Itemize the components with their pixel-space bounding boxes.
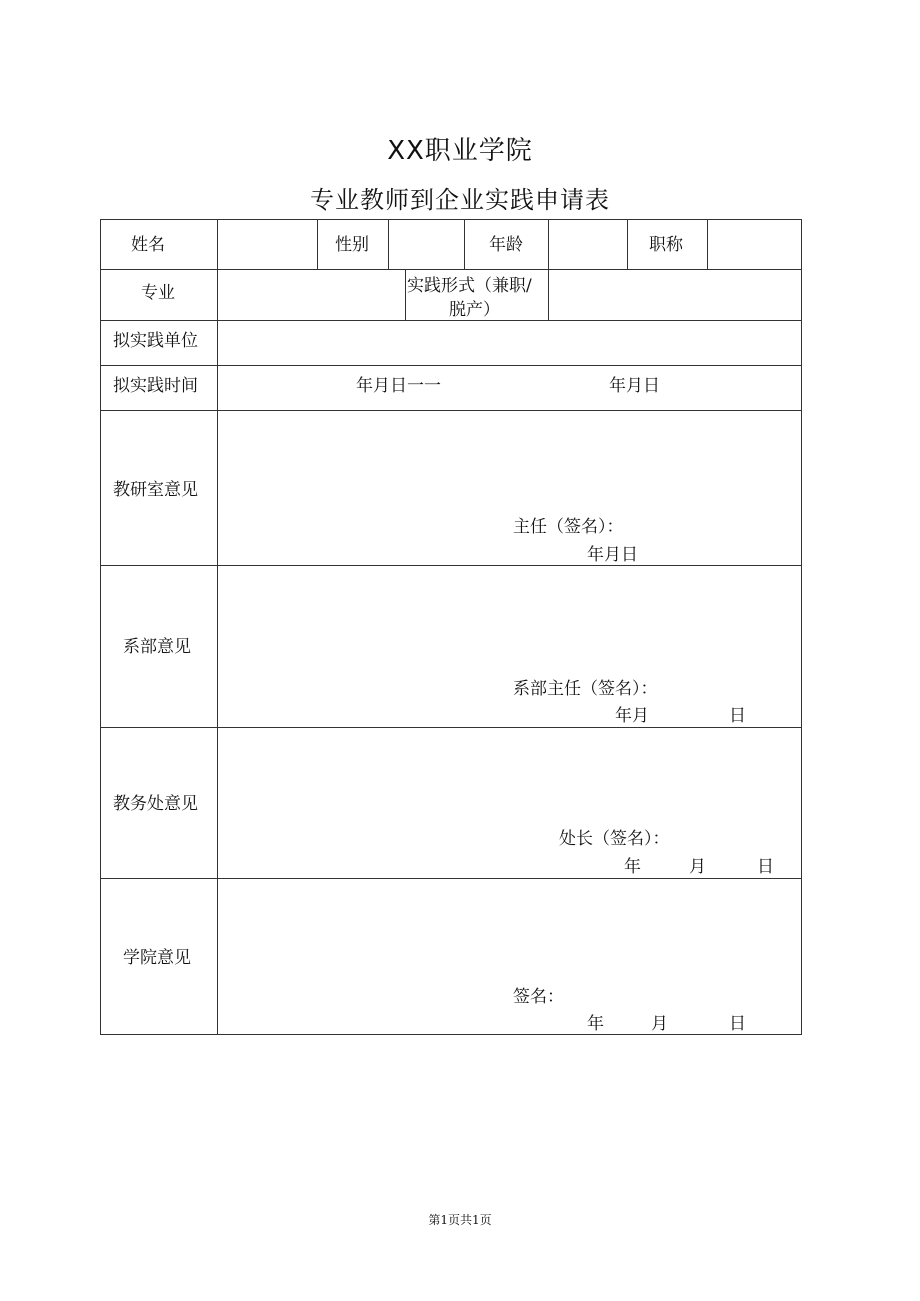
practice-start-date: 年月日一一 bbox=[356, 376, 441, 396]
application-form-table bbox=[100, 219, 802, 1035]
academic-affairs-opinion-label: 教务处意见 bbox=[113, 794, 198, 814]
cell-divider bbox=[548, 220, 549, 269]
row-divider bbox=[101, 365, 801, 366]
college-date-day: 日 bbox=[729, 1014, 746, 1034]
department-date-day: 日 bbox=[729, 706, 746, 726]
cell-divider bbox=[707, 220, 708, 269]
teaching-office-signer: 主任（签名）： bbox=[513, 517, 624, 537]
age-label: 年龄 bbox=[489, 235, 523, 255]
practice-form-label-line1: 实践形式（兼职/ bbox=[407, 276, 532, 296]
cell-divider bbox=[317, 220, 318, 269]
college-date-year: 年 bbox=[587, 1014, 604, 1034]
college-opinion-label: 学院意见 bbox=[123, 948, 191, 968]
row-divider bbox=[101, 565, 801, 566]
row-divider bbox=[101, 320, 801, 321]
academic-affairs-date-day: 日 bbox=[757, 857, 774, 877]
label-column-divider bbox=[217, 220, 218, 1034]
professional-title-label: 职称 bbox=[649, 235, 683, 255]
cell-divider bbox=[548, 269, 549, 320]
department-signer: 系部主任（签名）： bbox=[513, 679, 658, 699]
practice-end-date: 年月日 bbox=[609, 376, 660, 396]
name-label: 姓名 bbox=[131, 235, 165, 255]
college-date-month: 月 bbox=[651, 1014, 668, 1034]
cell-divider bbox=[464, 220, 465, 269]
practice-form-label-line2: 脱产） bbox=[449, 300, 500, 320]
row-divider bbox=[101, 269, 801, 270]
gender-label: 性别 bbox=[335, 235, 369, 255]
academic-affairs-date-year: 年 bbox=[624, 857, 641, 877]
major-label: 专业 bbox=[141, 283, 175, 303]
document-title: XX职业学院 bbox=[387, 136, 533, 166]
page-number: 第1页共1页 bbox=[428, 1213, 492, 1227]
row-divider bbox=[101, 727, 801, 728]
academic-affairs-signer: 处长（签名）： bbox=[559, 829, 670, 849]
row-divider bbox=[101, 878, 801, 879]
academic-affairs-date-month: 月 bbox=[689, 857, 706, 877]
cell-divider bbox=[405, 269, 406, 320]
cell-divider bbox=[627, 220, 628, 269]
department-date-year-month: 年月 bbox=[615, 706, 649, 726]
practice-unit-label: 拟实践单位 bbox=[113, 331, 198, 351]
teaching-office-date: 年月日 bbox=[587, 545, 638, 565]
cell-divider bbox=[388, 220, 389, 269]
form-title: 专业教师到企业实践申请表 bbox=[310, 186, 610, 214]
row-divider bbox=[101, 410, 801, 411]
practice-time-label: 拟实践时间 bbox=[113, 376, 198, 396]
teaching-office-opinion-label: 教研室意见 bbox=[113, 480, 198, 500]
department-opinion-label: 系部意见 bbox=[123, 637, 191, 657]
college-signer: 签名： bbox=[513, 987, 564, 1007]
